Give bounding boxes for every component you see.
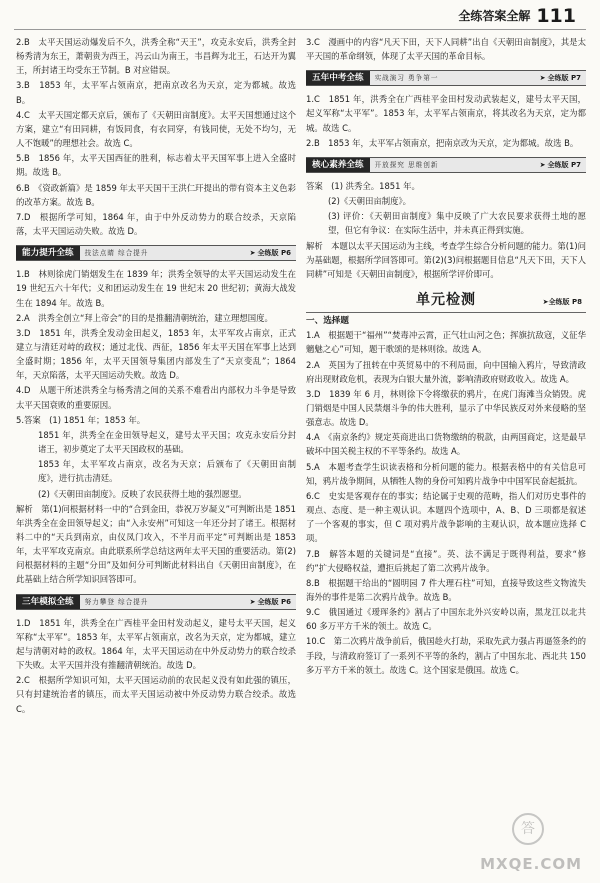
- answer-item: 4.C 太平天国定都天京后，颁布了《天朝田亩制度》。太平天国想通过这个方案，建立“有田同耕，有饭同食，有衣同穿，有钱同使，无处不均匀，无人不饱暖”的理想社会。故选 C。: [16, 109, 296, 149]
- answer-sub: (3) 评价：《天朝田亩制度》集中反映了广大农民要求获得土地的愿望，但它有争议：在实际生活中，并未真正得到实施。: [328, 211, 586, 236]
- answer-item: 3.C 漫画中的内容“凡天下田，天下人同耕”出自《天朝田亩制度》，其是太平天国的革命纲领，体现了太平天国的革命目标。: [306, 37, 586, 62]
- answer-item: 5.A 本题考查学生识读表格和分析问题的能力。根据表格中的有关信息可知，鸦片战争期间，从牺牲人物的身份可知鸦片战争中中国军民奋起抵抗。: [306, 461, 586, 486]
- answer-item: 1.A 根据题干“福州”“焚毒冲云霄，正气壮山河之色；挥旗抗敌寇，义征华魑魅之心”可知，题干歌颂的是林则徐。故选 A。: [306, 330, 586, 355]
- unit-test-heading: [306, 291, 586, 309]
- analysis-text: 解析 第(1)问根据材料一中的“合到金田，恭祝万岁凝义”可判断出是 1851 年洪秀全在金田领导起义；由“入永安州”可知这一年还分封了诸王。根据材料二中的“天兵到南京，由仪凤门攻入，不半月而平定”可判断出是 1853 年，太平军攻克南京。由此联系所学总结这两年太平天国的重要活动。第(2)问根据材料的主题“分田”及如何分可判断此材料出自《天朝田亩制度》，在此基础上结合所学知识回答即可。: [16, 503, 296, 585]
- answer-block-basic: [16, 35, 296, 238]
- answer-item: 7.D 根据所学可知，1864 年，由于中外反动势力的联合绞杀，天京陷落，太平天国运动失败。故选 D。: [16, 211, 296, 237]
- banner-edition: ➤ 全练版 P6: [250, 246, 296, 260]
- send-icon: ➤: [542, 298, 549, 307]
- answer-block-exam: [306, 92, 586, 150]
- unit-title: 单元检测: [416, 292, 476, 309]
- answer-block-three-year: [16, 616, 296, 716]
- answer-item: 4.D 从题干所述洪秀全与杨秀清之间的关系不难看出内部权力斗争是导致太平天国衰败的重要原因。: [16, 385, 296, 410]
- banner-slogan: 开放探究 思维创新: [374, 160, 439, 169]
- answer-block-core: [306, 179, 586, 281]
- answer-item: 2.A 洪秀全创立“拜上帝会”的目的是推翻清朝统治，建立理想国度。: [16, 312, 273, 323]
- section-banner-three-year: [16, 594, 296, 610]
- send-icon: ➤: [539, 160, 546, 169]
- section-banner-exam: [306, 70, 586, 86]
- header-divider: [14, 29, 586, 30]
- answer-sub: 1851 年，洪秀全在金田领导起义，建号太平天国；攻克永安后分封诸王，初步奠定了太平天国政权的基础。: [38, 429, 296, 455]
- watermark: [472, 813, 582, 873]
- answer-item: 2.B 太平天国运动爆发后不久，洪秀全称“天王”，攻克永安后，洪秀全封杨秀清为东王，萧朝贵为西王，冯云山为南王，韦昌辉为北王，石达开为翼王，所封诸王均受东王节制。B 对应错误。: [16, 37, 296, 76]
- banner-slogan: 技法点睛 综合提升: [84, 249, 149, 258]
- answer-item: 9.C 俄国通过《瑷珲条约》割占了中国东北外兴安岭以南，黑龙江以北共 60 多万平方千米的领土。故选 C。: [306, 607, 586, 632]
- answer-item: 4.A 《南京条约》规定英商进出口货物缴纳的税款，由两国商定，这是最早破坏中国关税主权的不平等条约。故选 A。: [306, 432, 586, 457]
- answer-item: 1.B 林则徐虎门销烟发生在 1839 年；洪秀全领导的太平天国运动发生在 19 世纪五六十年代；义和团运动发生在 19 世纪末 20 世纪初；黄海大战发生在 1894 年。故选 B。: [16, 269, 296, 308]
- answer-item-head: 答案 (1) 洪秀全。1851 年。: [306, 180, 420, 191]
- right-column: [306, 35, 586, 678]
- section-banner-core: [306, 157, 586, 173]
- send-icon: ➤: [249, 249, 256, 258]
- answer-item: 1.D 1851 年，洪秀全在广西桂平金田村发动起义，建号太平天国，起义军称“太平军”。1853 年，太平军占领南京，改名为天京，定为都城，建立起与清朝对峙的政权。1864 年，太平天国运动在中外反动势力的联合绞杀下失败。太平天国并没有推翻清朝统治。故选 D。: [16, 617, 296, 671]
- answer-item: 3.B 1853 年，太平军占领南京，把南京改名为天京，定为都城。故选 B。: [16, 80, 296, 105]
- answer-item: 3.D 1851 年，洪秀全发动金田起义，1853 年，太平军攻占南京，正式建立与清廷对峙的政权；通过北伐、西征，1856 年太平天国在军事上达到全盛时期；1856 年，太平天国领导集团内部发生了“天京变乱”；1864 年，天京陷落，太平天国运动失败。故选 D。: [16, 327, 296, 381]
- answer-item: 1.C 1851 年，洪秀全在广西桂平金田村发动武装起义，建号太平天国，起义军称“太平军”。1853 年，太平军占领南京，将其改名为天京，定为都城。故选 C。: [306, 94, 586, 133]
- send-icon: ➤: [249, 597, 256, 606]
- watermark-text: MXQE.COM: [480, 855, 582, 873]
- banner-slogan: 实战演习 勇争第一: [374, 74, 439, 83]
- banner-tag: 五年中考全练: [306, 71, 370, 85]
- banner-tag: 能力提升全练: [16, 246, 80, 260]
- answer-item: 7.B 解答本题的关键词是“直接”。英、法不满足于既得利益，要求“修约”扩大侵略权益，遭拒后挑起了第二次鸦片战争。: [306, 548, 586, 573]
- banner-slogan: 努力攀登 综合提升: [84, 597, 149, 606]
- section-title: 一、选择题: [306, 312, 586, 328]
- unit-edition: ➤全练版 P8: [542, 298, 582, 307]
- book-title: 全练答案全解: [458, 9, 531, 23]
- answer-item: 2.C 根据所学知识可知，太平天国运动前的农民起义没有如此强的镇压，只有封建统治者的镇压，而太平天国运动被中外反动势力联合绞杀。故选 C。: [16, 675, 296, 714]
- answer-item: 2.A 英国为了扭转在中英贸易中的不利局面，向中国输入鸦片，导致清政府出现财政危机，表现为白银大量外流，影响清政府财政收入。故选 A。: [306, 359, 586, 384]
- section-banner-ability: [16, 245, 296, 261]
- answer-logo-icon: 答: [512, 813, 544, 845]
- answer-item: 5.B 1856 年，太平天国西征的胜利，标志着太平天国军事上进入全盛时期。故选 B。: [16, 153, 296, 178]
- banner-tag: 核心素养全练: [306, 158, 370, 172]
- answer-item: 8.B 根据题干给出的“圆明园 7 件大理石柱”可知，直接导致这些文物流失海外的事件是第二次鸦片战争。故选 B。: [306, 577, 586, 602]
- left-column: [16, 35, 296, 717]
- banner-edition: ➤ 全练版 P7: [540, 71, 586, 85]
- answer-block-ability: [16, 267, 296, 586]
- answer-sub: 1853 年，太平军攻占南京，改名为天京；后颁布了《天朝田亩制度》，进行抗击清廷。: [38, 459, 296, 484]
- answer-sub: (2)《天朝田亩制度》。: [328, 196, 412, 207]
- answer-item: 10.C 第二次鸦片战争前后，俄国趁火打劫，采取先武力强占再逼签条约的手段，与清政府签订了一系列不平等的条约，割占了中国东北、西北共 150 多万平方千米的领土。故选 C。这个国家是俄国。故选 C。: [306, 636, 586, 675]
- banner-edition: ➤ 全练版 P6: [250, 595, 296, 609]
- page-number: 111: [536, 5, 576, 27]
- answer-item: 3.D 1839 年 6 月，林则徐下令将缴获的鸦片，在虎门海滩当众销毁。虎门销烟是中国人民禁烟斗争的伟大胜利，显示了中华民族反对外来侵略的坚强意志。故选 D。: [306, 388, 586, 428]
- answer-item-head: 5.答案 (1) 1851 年；1853 年。: [16, 414, 146, 425]
- send-icon: ➤: [539, 74, 546, 83]
- answer-sub: (2)《天朝田亩制度》。反映了农民获得土地的强烈愿望。: [38, 488, 247, 499]
- banner-tag: 三年模拟全练: [16, 595, 80, 609]
- analysis-text: 解析 本题以太平天国运动为主线，考查学生综合分析问题的能力。第(1)问为基础题，根据所学回答即可。第(2)(3)问根据题目信息“凡天下田，天下人同耕”可知是《天朝田亩制度》，根据所学评价即可。: [306, 240, 586, 279]
- answer-item: 6.C 史实是客观存在的事实；结论属于史观的范畴，指人们对历史事件的观点、态度、是一种主观认识。本题四个选项中，A、B、D 三项都是叙述了一个客观的事实，但 C 项对鸦片战争影响的主观认识，故本题应选择 C 项。: [306, 490, 586, 544]
- answer-item: 6.B 《资政新篇》是 1859 年太平天国干王洪仁玕提出的带有资本主义色彩的改革方案。故选 B。: [16, 182, 296, 207]
- header-title: [458, 5, 576, 27]
- banner-edition: ➤ 全练版 P7: [540, 158, 586, 172]
- answer-item: 2.B 1853 年，太平军占领南京，把南京改为天京，定为都城。故选 B。: [306, 137, 579, 148]
- answer-block-unit: [306, 328, 586, 677]
- answer-block-continued: [306, 35, 586, 63]
